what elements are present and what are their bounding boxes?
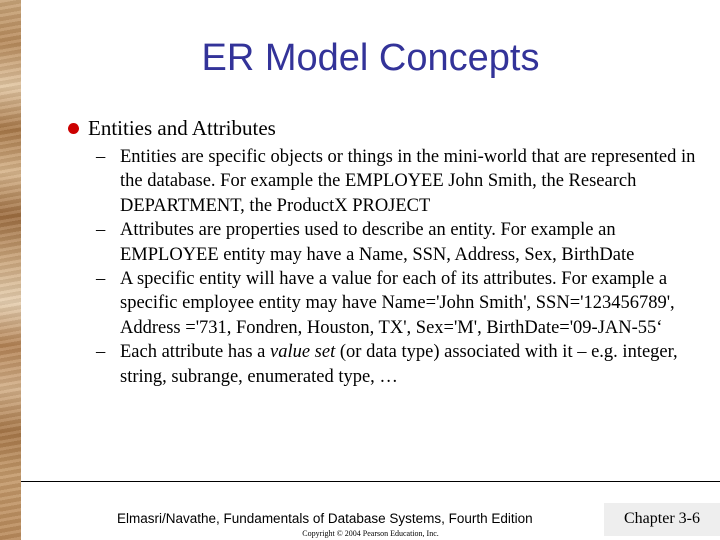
sub-bullet-item [96,340,696,389]
dash-icon: – [96,147,106,167]
sub-bullet-item [96,145,696,218]
footer-chapter-label: Chapter 3-6 [604,503,720,536]
dash-icon: – [96,220,106,241]
bullet-icon [68,123,79,134]
footer-divider [21,481,720,482]
sub-bullet-text: Attributes are properties used to describe an entity. For example an EMPLOYEE entity may have a Name, SSN, Address, Sex, BirthDate [120,220,635,265]
decorative-sidebar [0,0,21,540]
sub-bullet-item [96,267,696,340]
sub-bullet-text: Entities are specific objects or things in the mini-world that are represented in the database. For example the EMPLOYEE John Smith, the Research DEPARTMENT, the ProductX PROJECT [120,147,696,216]
slide-title: ER Model Concepts [201,37,540,79]
sub-bullet-item [96,218,696,267]
footer-book-title: Elmasri/Navathe, Fundamentals of Database Systems, Fourth Edition [117,511,533,526]
main-bullet-text: Entities and Attributes [88,116,276,140]
sub-bullet-list [96,145,696,389]
main-bullet [68,115,276,141]
dash-icon: – [96,269,106,290]
footer-copyright: Copyright © 2004 Pearson Education, Inc. [302,529,439,538]
emphasis-text: value set [270,342,336,363]
sub-bullet-text: Each attribute has a [120,342,270,363]
dash-icon: – [96,342,106,363]
sub-bullet-text: (or data type) associated with it – e.g. integer, string, subrange, enumerated type, … [120,342,678,387]
sub-bullet-text: A specific entity will have a value for each of its attributes. For example a specific employee entity may have Name='John Smith', SSN='123456789', Address ='731, Fondren, Houston, TX', Sex='M', BirthDate='09-JAN-55‘ [120,269,675,338]
